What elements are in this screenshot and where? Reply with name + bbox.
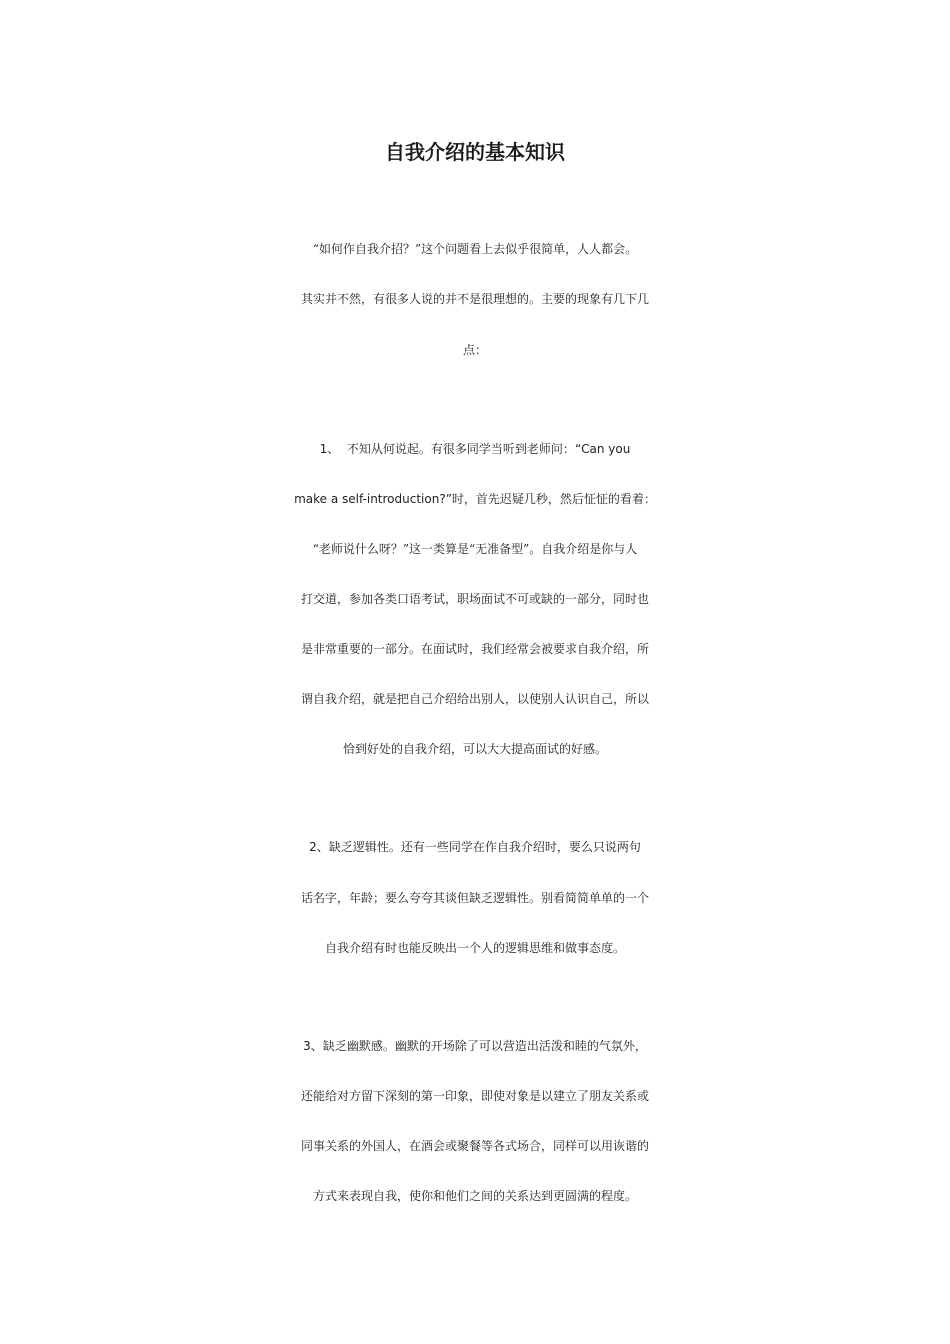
point3-number: 3、 — [303, 1039, 323, 1053]
intro-line-3: 点： — [462, 343, 487, 357]
point1-line-4: 打交道，参加各类口语考试，职场面试不可或缺的一部分，同时也 — [300, 592, 649, 606]
point3-line-3: 同事关系的外国人，在酒会或聚餐等各式场合，同样可以用诙谐的 — [300, 1139, 649, 1153]
point2-line-3: 自我介绍有时也能反映出一个人的逻辑思维和做事态度。 — [324, 941, 625, 955]
point1-english-quote-start: “Can you — [574, 442, 631, 456]
point2-heading-text: 缺乏逻辑性。还有一些同学在作自我介绍时，要么只说两句 — [328, 840, 641, 854]
document-title: 自我介绍的基本知识 — [385, 140, 565, 164]
point1-line-7: 恰到好处的自我介绍，可以大大提高面试的好感。 — [342, 742, 607, 756]
point1-line-1 — [0, 434, 950, 464]
point1-line-2 — [0, 484, 950, 514]
point3-line-2: 还能给对方留下深刻的第一印象，即使对象是以建立了朋友关系或 — [300, 1089, 649, 1103]
point1-line-6: 谓自我介绍，就是把自己介绍给出别人，以使别人认识自己，所以 — [300, 692, 649, 706]
intro-line-1: “如何作自我介招？”这个问题看上去似乎很简单，人人都会。 — [312, 242, 638, 256]
intro-line-2: 其实并不然，有很多人说的并不是很理想的。主要的现象有几下几 — [300, 292, 649, 306]
point2-line-2: 话名字，年龄；要么夸夸其谈但缺乏逻辑性。别看简简单单的一个 — [300, 891, 649, 905]
point1-line-3: “老师说什么呀？”这一类算是“无准备型”。自我介绍是你与人 — [312, 542, 638, 556]
point1-english-quote-end: make a self-introduction?” — [294, 492, 452, 506]
point3-line-4: 方式来表现自我，使你和他们之间的关系达到更圆满的程度。 — [312, 1189, 637, 1203]
point1-line-2-text: 时，首先迟疑几秒，然后怔怔的看着： — [451, 492, 656, 506]
point1-heading-text: 不知从何说起。有很多同学当听到老师问： — [346, 442, 575, 456]
point1-line-5: 是非常重要的一部分。在面试时，我们经常会被要求自我介绍，所 — [300, 642, 649, 656]
point1-number: 1、 — [319, 442, 340, 456]
point3-line-1 — [0, 1031, 950, 1061]
point3-heading-text: 缺乏幽默感。幽默的开场除了可以营造出活泼和睦的气氛外， — [322, 1039, 647, 1053]
point2-number: 2、 — [309, 840, 329, 854]
point2-line-1 — [0, 832, 950, 862]
